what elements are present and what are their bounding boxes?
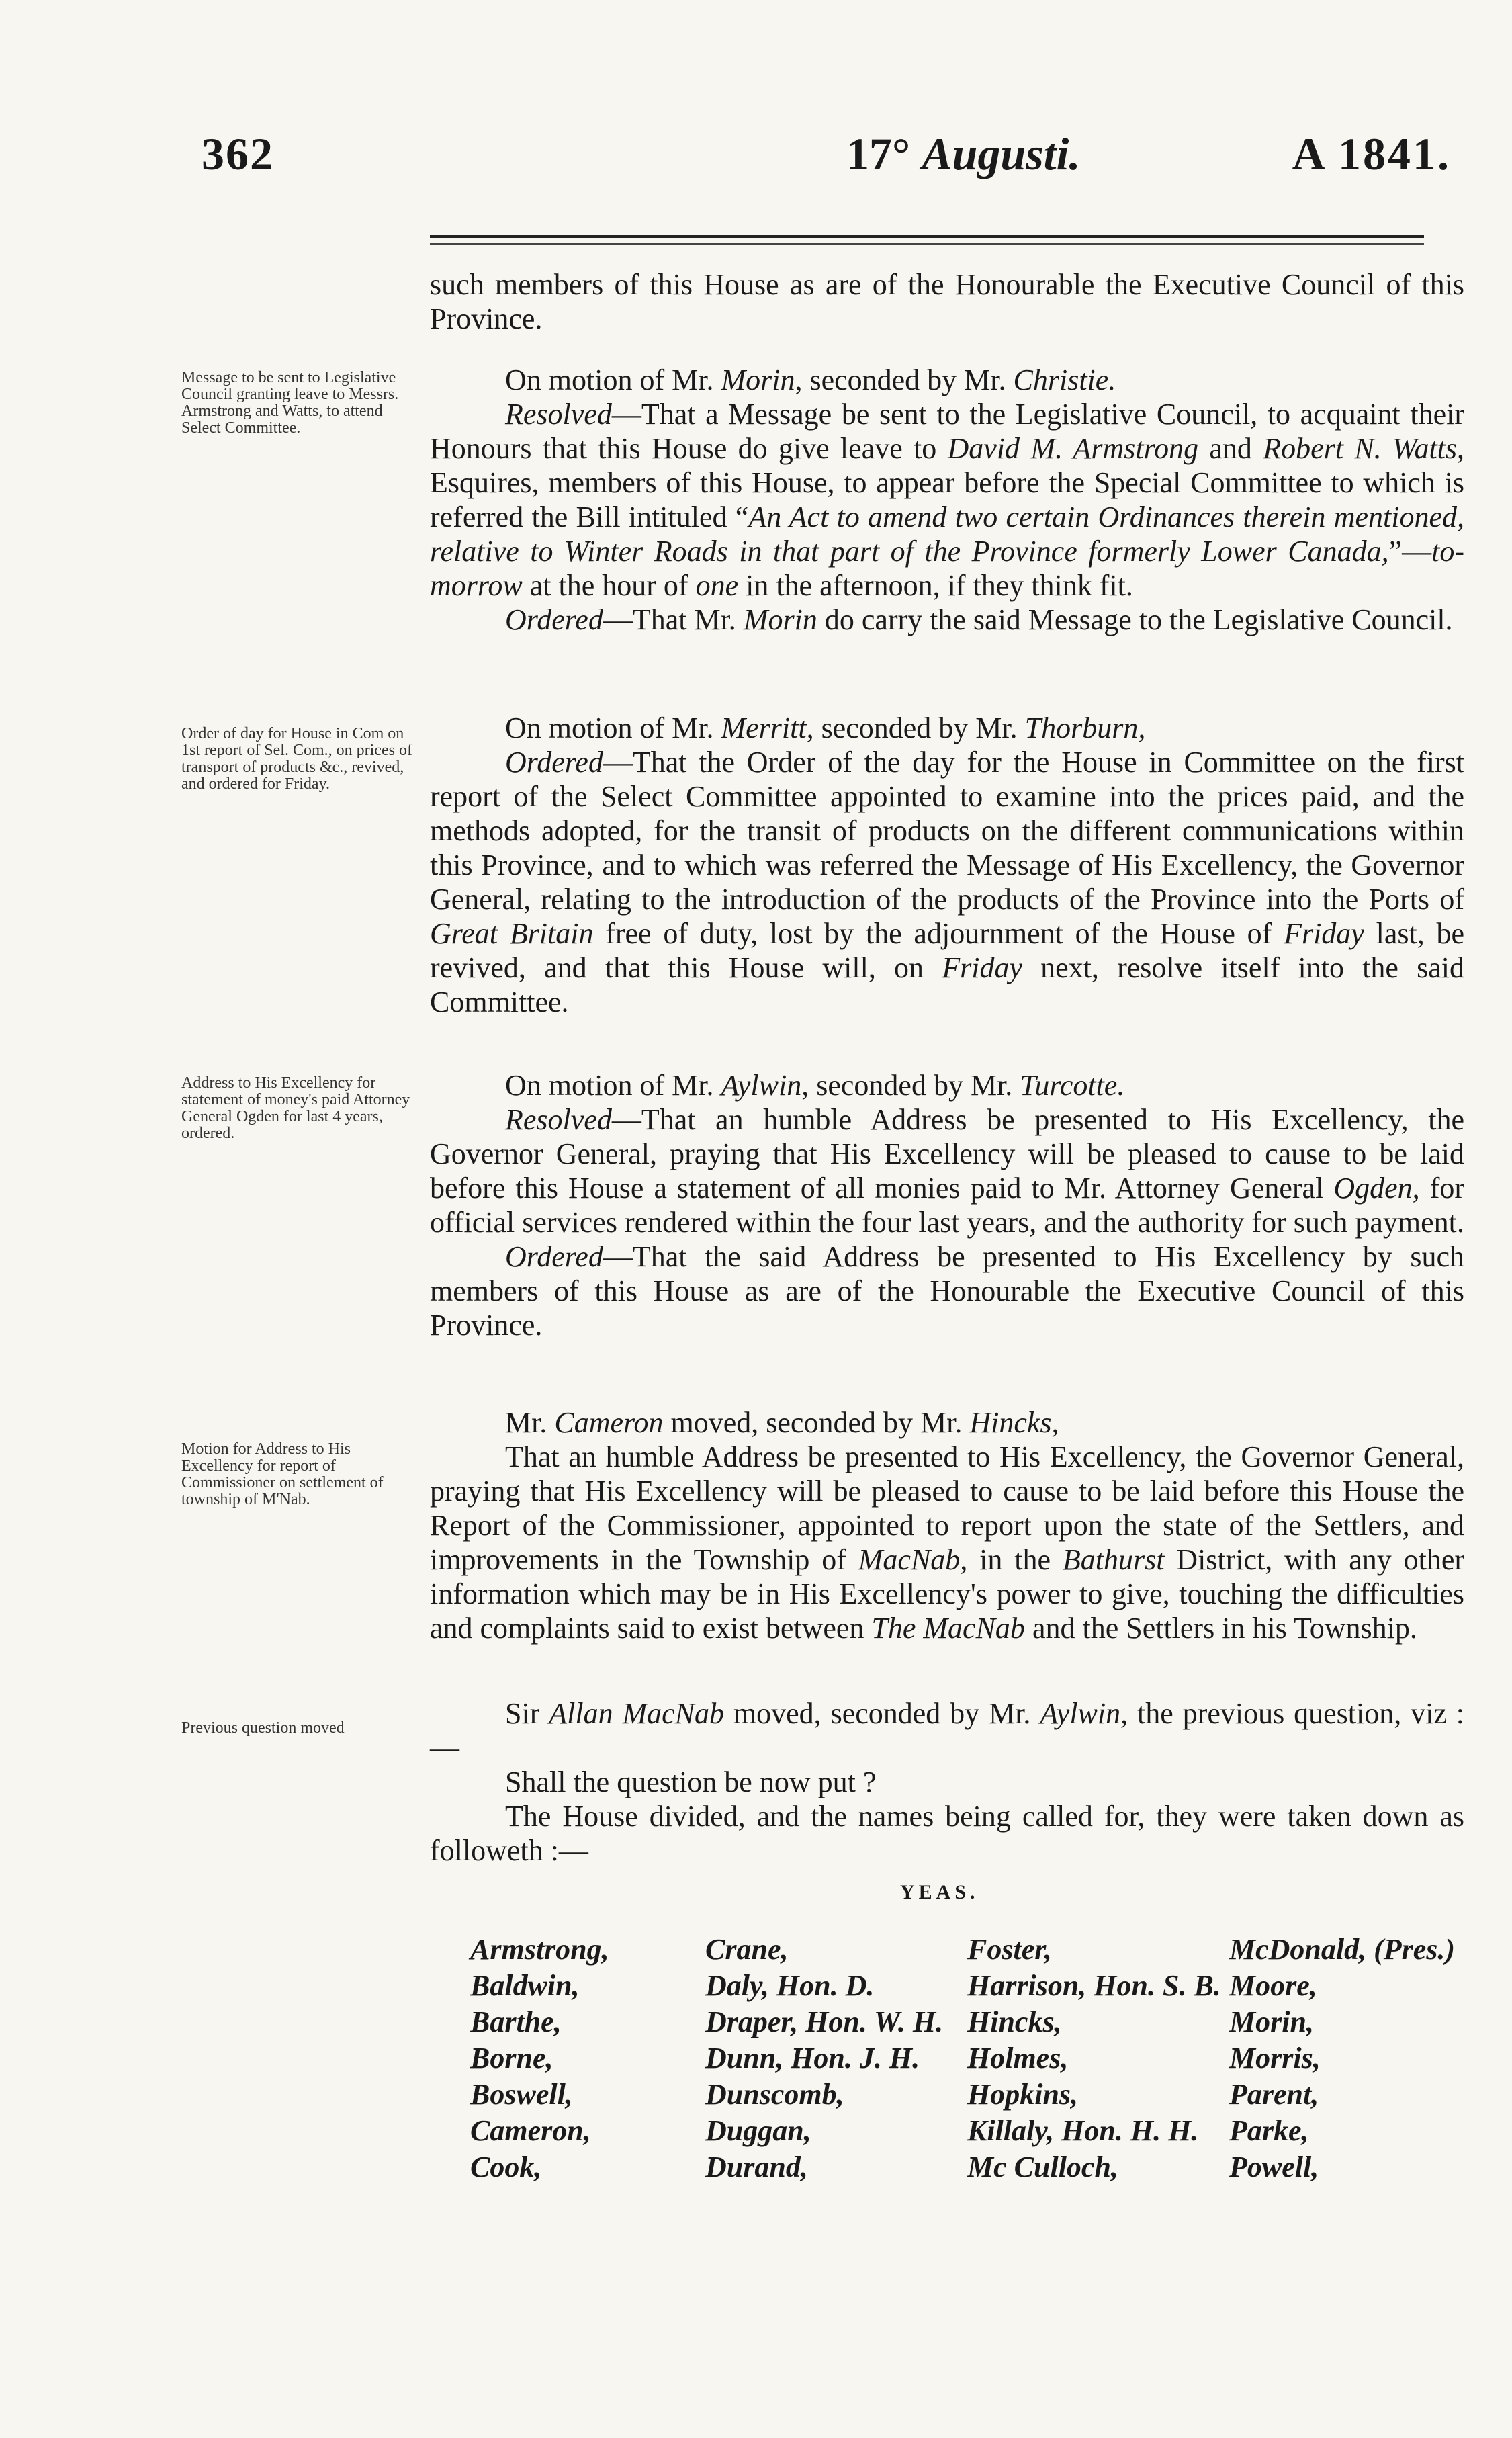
entry-address-ogden	[430, 1068, 1464, 1342]
header-year: A 1841.	[1292, 128, 1451, 179]
resolved-paragraph: Resolved—That an humble Address be presented to His Excellency, the Governor General, praying that His Excellency will be pleased to cause to be laid before this House a statement of all monies paid to Mr. Attorney General Ogden, for official services rendered within the four last years, and the authority for such payment.	[430, 1103, 1465, 1239]
member-name: Powell,	[1229, 2150, 1319, 2183]
member-name: Hincks,	[967, 2005, 1062, 2038]
header-rule-thin	[430, 243, 1424, 245]
margin-note-previous-question: Previous question moved	[181, 1719, 345, 1737]
member-name: Moore,	[1229, 1969, 1317, 2002]
motion-line: On motion of Mr. Merritt, seconded by Mr. Thorburn,	[505, 711, 1146, 744]
member-name: Mc Culloch,	[967, 2150, 1118, 2183]
member-name: Borne,	[470, 2042, 553, 2075]
motion-paragraph: Sir Allan MacNab moved, seconded by Mr. Aylwin, the previous question, viz :—	[430, 1697, 1464, 1764]
member-name: Hopkins,	[967, 2078, 1079, 2111]
member-name: Holmes,	[967, 2042, 1069, 2075]
entry-order-of-day	[430, 711, 1464, 1019]
yeas-heading: YEAS.	[900, 1881, 979, 1903]
ordered-paragraph: Ordered—That the said Address be presented to His Excellency by such members of this House as are of the Honourable the Executive Council of this Province.	[430, 1240, 1464, 1342]
member-name: Killaly, Hon. H. H.	[967, 2114, 1199, 2147]
header-date	[846, 128, 1080, 181]
member-name: Parke,	[1229, 2114, 1309, 2147]
entry-macnab-report	[430, 1405, 1464, 1645]
continuation-paragraph: such members of this House as are of the Honourable the Executive Council of this Province.	[430, 268, 1464, 335]
resolved-paragraph: Resolved—That a Message be sent to the Legislative Council, to acquaint their Honours that this House do give leave to David M. Armstrong and Robert N. Watts, Esquires, members of this House, to appear before the Special Committee to which is referred the Bill intituled “An Act to amend two certain Ordinances therein mentioned, relative to Winter Roads in that part of the Province formerly Lower Canada,”—to-morrow at the hour of one in the afternoon, if they think fit.	[430, 398, 1465, 602]
member-name: Duggan,	[705, 2114, 811, 2147]
member-name: McDonald, (Pres.)	[1229, 1933, 1456, 1966]
member-name: Baldwin,	[470, 1969, 580, 2002]
motion-paragraph: That an humble Address be presented to His Excellency, the Governor General, praying that His Excellency will be pleased to cause to be laid before this House the Report of the Commissioner, appointed to report upon the state of the Settlers, and improvements in the Township of MacNab, in the Bathurst District, with any other information which may be in His Excellency's power to give, touching the difficulties and complaints said to exist between The MacNab and the Settlers in his Township.	[430, 1440, 1464, 1645]
division-line: The House divided, and the names being called for, they were taken down as followeth :—	[430, 1800, 1464, 1867]
member-name: Draper, Hon. W. H.	[705, 2005, 944, 2038]
entry-previous-question	[430, 1696, 1464, 1868]
member-name: Parent,	[1229, 2078, 1319, 2111]
margin-note-order-of-day: Order of day for House in Com on 1st report of Sel. Com., on prices of transport of products &c., revived, and ordered for Friday.	[181, 725, 412, 793]
yeas-column-1	[470, 1931, 609, 2185]
ordered-paragraph: Ordered—That Mr. Morin do carry the said Message to the Legislative Council.	[505, 603, 1453, 636]
ordered-paragraph: Ordered—That the Order of the day for the House in Committee on the first report of the Select Committee appointed to examine into the prices paid, and the methods adopted, for the transit of products on the different communications within this Province, and to which was referred the Message of His Excellency, the Governor General, relating to the introduction of the products of the Province into the Ports of Great Britain free of duty, lost by the adjournment of the House of Friday last, be revived, and that this House will, on Friday next, resolve itself into the said Committee.	[430, 746, 1464, 1018]
member-name: Daly, Hon. D.	[705, 1969, 875, 2002]
margin-note-macnab-report: Motion for Address to His Excellency for report of Commissioner on settlement of township of M'Nab.	[181, 1440, 384, 1508]
member-name: Armstrong,	[470, 1933, 609, 1966]
yeas-column-2	[705, 1931, 943, 2185]
member-name: Crane,	[705, 1933, 789, 1966]
yeas-column-3	[967, 1931, 1221, 2185]
member-name: Cameron,	[470, 2114, 591, 2147]
margin-note-message-legislative-council: Message to be sent to Legislative Council granting leave to Messrs. Armstrong and Watts, to attend Select Committee.	[181, 369, 399, 437]
yeas-column-4	[1229, 1931, 1455, 2185]
member-name: Durand,	[705, 2150, 808, 2183]
member-name: Dunscomb,	[705, 2078, 844, 2111]
member-name: Cook,	[470, 2150, 542, 2183]
margin-note-address-ogden: Address to His Excellency for statement of money's paid Attorney General Ogden for last 4 years, ordered.	[181, 1074, 410, 1142]
member-name: Boswell,	[470, 2078, 573, 2111]
page-number: 362	[202, 128, 274, 179]
motion-line: On motion of Mr. Aylwin, seconded by Mr. Turcotte.	[505, 1069, 1125, 1102]
entry-message-legislative-council	[430, 363, 1464, 637]
page-header	[202, 128, 1451, 188]
date-month: Augusti.	[922, 128, 1081, 179]
date-day: 17°	[846, 128, 911, 179]
motion-line: On motion of Mr. Morin, seconded by Mr. Christie.	[505, 363, 1116, 396]
member-name: Foster,	[967, 1933, 1052, 1966]
motion-line: Mr. Cameron moved, seconded by Mr. Hincks,	[505, 1406, 1059, 1439]
member-name: Morris,	[1229, 2042, 1321, 2075]
member-name: Dunn, Hon. J. H.	[705, 2042, 920, 2075]
member-name: Morin,	[1229, 2005, 1314, 2038]
member-name: Harrison, Hon. S. B.	[967, 1969, 1221, 2002]
question-line: Shall the question be now put ?	[505, 1766, 877, 1798]
member-name: Barthe,	[470, 2005, 562, 2038]
header-rule	[430, 235, 1424, 238]
